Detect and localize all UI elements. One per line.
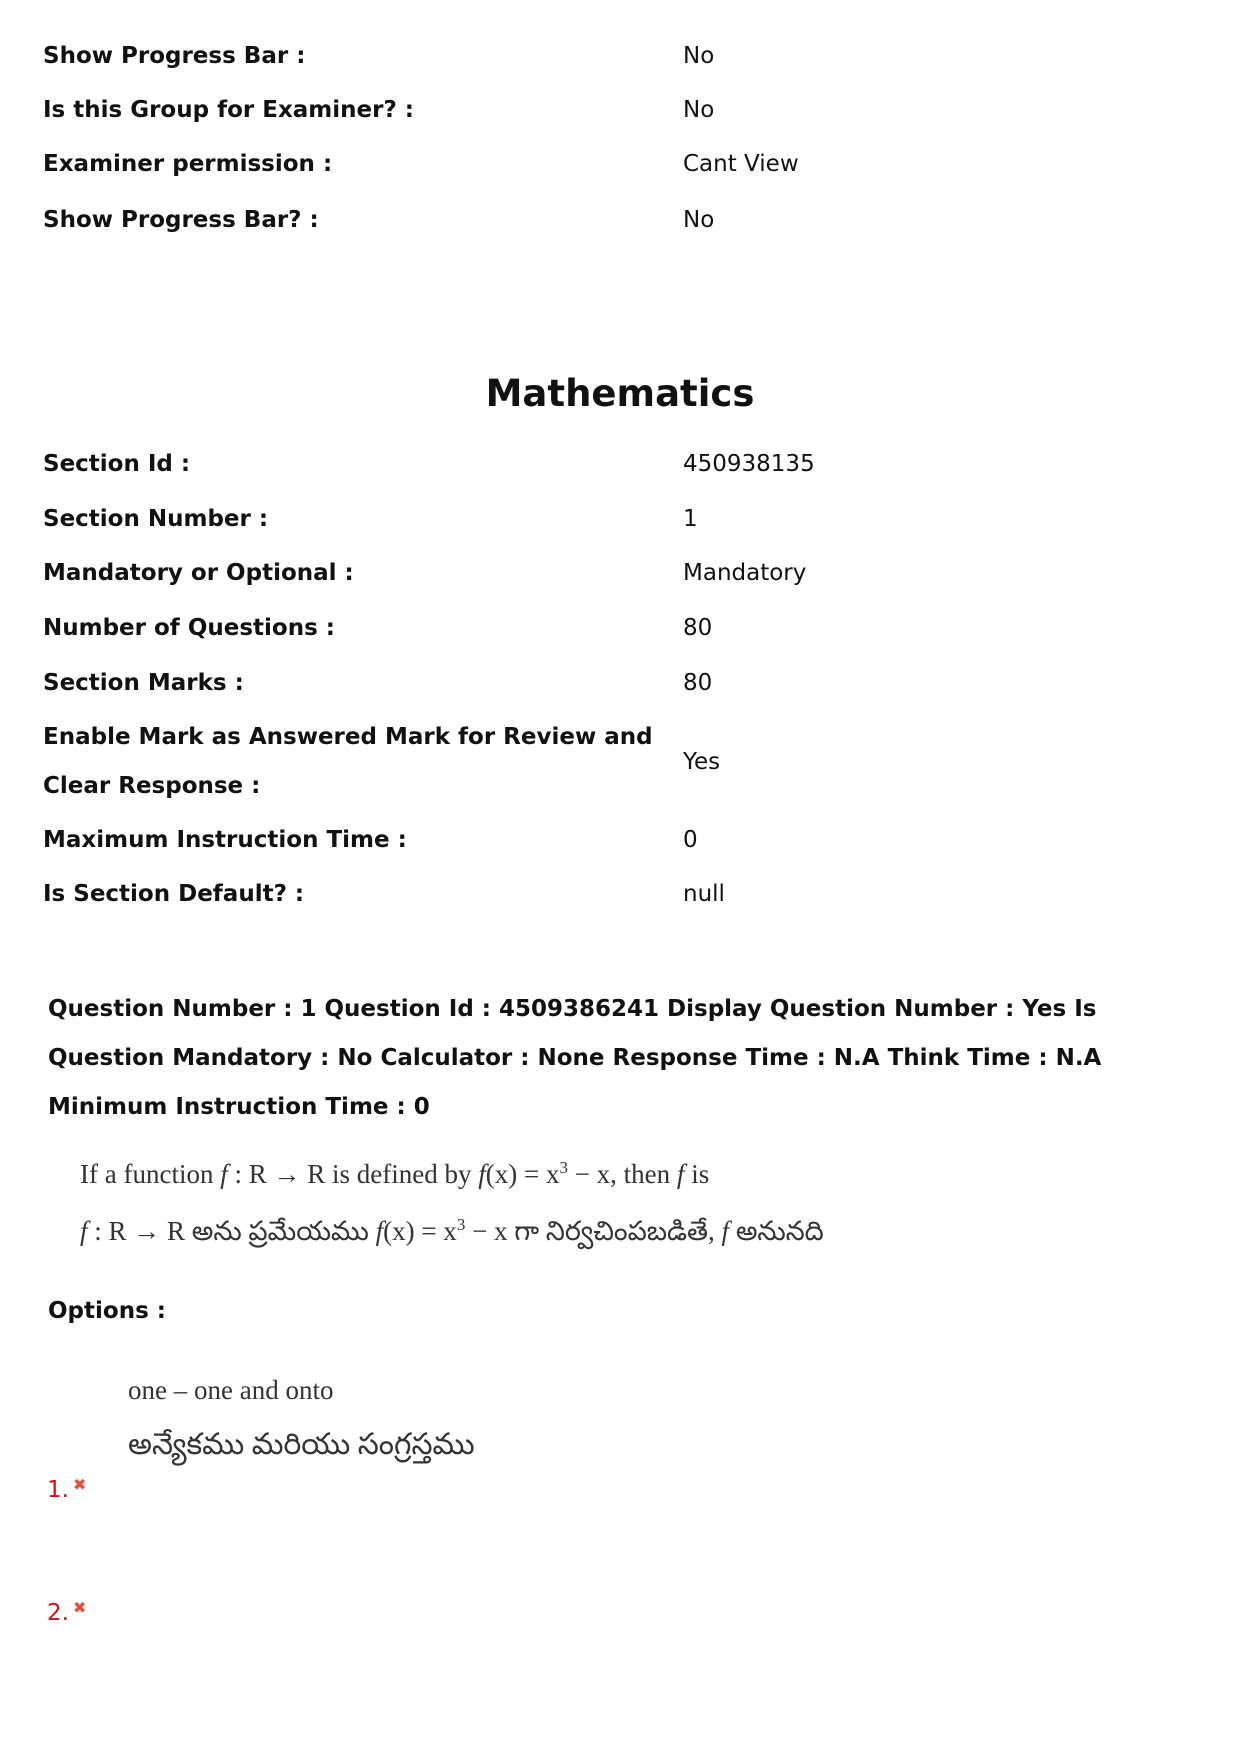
field-value: 450938135 — [683, 451, 815, 477]
group-field-row — [43, 196, 1213, 245]
math-symbol: f — [220, 1159, 228, 1189]
math-symbol: f — [478, 1159, 486, 1189]
field-label: Number of Questions : — [43, 615, 335, 641]
field-value: 0 — [683, 827, 698, 853]
section-field-row — [43, 713, 1213, 811]
options-label: Options : — [48, 1298, 166, 1324]
math-symbol: f — [721, 1216, 730, 1246]
section-field-row — [43, 816, 1213, 865]
field-label: Enable Mark as Answered Mark for Review and Clear Response : — [43, 724, 653, 799]
field-label: Section Id : — [43, 451, 191, 477]
field-label: Examiner permission : — [43, 151, 333, 177]
section-field-row — [43, 870, 1213, 919]
field-value: 80 — [683, 615, 713, 641]
math-symbol: f — [80, 1216, 88, 1246]
field-value: No — [683, 97, 715, 123]
option-number-label: 1. — [47, 1477, 69, 1503]
option-number — [47, 1477, 86, 1503]
question-text-english — [80, 1158, 709, 1190]
question-meta: Question Number : 1 Question Id : 4509386241 Display Question Number : Yes Is Question Mandatory : No Calculator : None Response Time : N.A Think Time : N.A Minimum Instruction Time : 0 — [48, 996, 1102, 1120]
field-label: Maximum Instruction Time : — [43, 827, 407, 853]
field-value: No — [683, 207, 715, 233]
section-field-row — [43, 659, 1213, 708]
question-text-part: : R → R అను ప్రమేయము — [87, 1216, 376, 1246]
question-text-part: : R → R is defined by — [227, 1159, 479, 1189]
field-label: Is Section Default? : — [43, 881, 305, 907]
question-text-part: is — [684, 1159, 710, 1189]
field-label: Is this Group for Examiner? : — [43, 97, 415, 123]
section-field-row — [43, 549, 1213, 598]
section-field-row — [43, 440, 1213, 489]
math-exponent: 3 — [456, 1215, 466, 1234]
cross-icon: ✖ — [72, 1598, 87, 1617]
math-symbol: f — [375, 1216, 384, 1246]
question-text-part: If a function — [80, 1159, 221, 1189]
question-text-part: − x గా నిర్వచింపబడితే, — [465, 1216, 722, 1246]
field-value: Cant View — [683, 151, 799, 177]
question-text-telugu — [80, 1215, 824, 1254]
cross-icon: ✖ — [72, 1475, 87, 1494]
option-text-english: one – one and onto — [128, 1375, 334, 1405]
question-text-part: (x) = x — [383, 1216, 457, 1246]
field-label: Show Progress Bar : — [43, 43, 306, 69]
option-text-telugu: అన్యేకము మరియు సంగ్రస్తము — [128, 1428, 475, 1461]
field-value: 80 — [683, 670, 713, 696]
field-value: Yes — [683, 748, 721, 775]
group-field-row — [43, 140, 1213, 189]
field-value: 1 — [683, 506, 698, 532]
field-label: Section Marks : — [43, 670, 244, 696]
field-label: Section Number : — [43, 506, 269, 532]
field-label: Show Progress Bar? : — [43, 207, 319, 233]
group-field-row — [43, 86, 1213, 135]
question-text-part: అనునది — [729, 1216, 824, 1246]
question-text-part: (x) = x — [485, 1159, 560, 1189]
section-field-row — [43, 604, 1213, 653]
section-field-row — [43, 495, 1213, 544]
field-label: Mandatory or Optional : — [43, 560, 354, 586]
field-value: null — [683, 881, 725, 907]
option-number-label: 2. — [47, 1600, 69, 1626]
section-title: Mathematics — [485, 372, 755, 415]
question-text-part: − x, then — [567, 1159, 677, 1189]
math-exponent: 3 — [559, 1158, 568, 1177]
math-symbol: f — [676, 1159, 685, 1189]
group-field-row — [43, 32, 1213, 81]
option-number — [47, 1600, 86, 1626]
field-value: No — [683, 43, 715, 69]
field-value: Mandatory — [683, 560, 807, 586]
